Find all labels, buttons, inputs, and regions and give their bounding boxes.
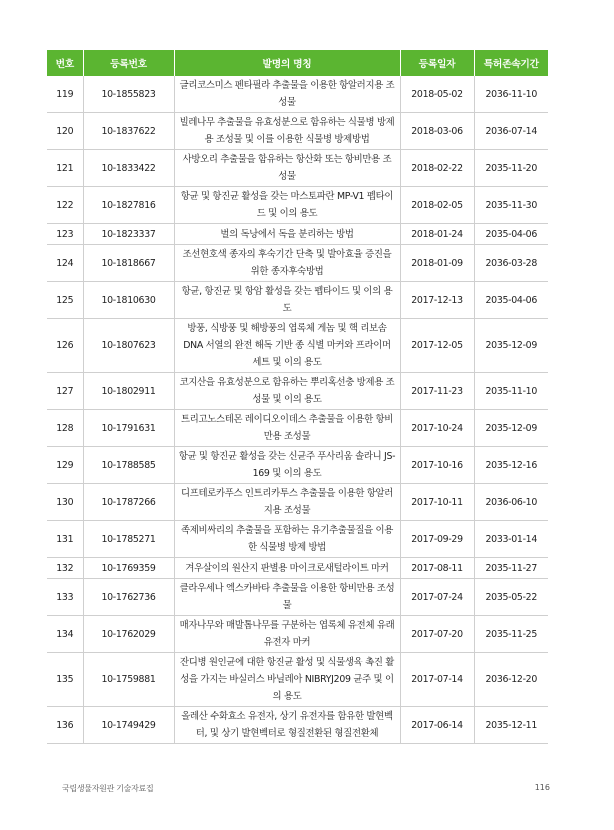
cell-registration-date: 2018-02-22 xyxy=(400,150,474,187)
table-row xyxy=(47,410,548,447)
cell-registration-number: 10-1759881 xyxy=(83,653,174,707)
cell-number: 125 xyxy=(47,282,83,319)
cell-registration-number: 10-1762029 xyxy=(83,616,174,653)
table-row xyxy=(47,187,548,224)
cell-number: 129 xyxy=(47,447,83,484)
cell-patent-term: 2036-07-14 xyxy=(474,113,548,150)
cell-number: 136 xyxy=(47,707,83,744)
cell-registration-date: 2017-07-24 xyxy=(400,579,474,616)
cell-patent-term: 2033-01-14 xyxy=(474,521,548,558)
cell-registration-number: 10-1749429 xyxy=(83,707,174,744)
footer-publisher: 국립생물자원관 기술자료집 xyxy=(62,784,154,793)
cell-patent-term: 2035-11-30 xyxy=(474,187,548,224)
patent-table xyxy=(47,50,548,744)
table-row xyxy=(47,579,548,616)
cell-registration-date: 2017-10-11 xyxy=(400,484,474,521)
cell-patent-term: 2035-11-27 xyxy=(474,558,548,579)
cell-registration-date: 2018-01-09 xyxy=(400,245,474,282)
table-row xyxy=(47,319,548,373)
cell-patent-term: 2035-04-06 xyxy=(474,282,548,319)
cell-registration-date: 2017-06-14 xyxy=(400,707,474,744)
table-row xyxy=(47,76,548,113)
cell-patent-term: 2036-06-10 xyxy=(474,484,548,521)
cell-invention-title: 벌의 독낭에서 독을 분리하는 방법 xyxy=(174,224,400,245)
cell-registration-number: 10-1785271 xyxy=(83,521,174,558)
table-row xyxy=(47,707,548,744)
cell-number: 130 xyxy=(47,484,83,521)
cell-registration-date: 2017-12-13 xyxy=(400,282,474,319)
cell-registration-date: 2017-10-16 xyxy=(400,447,474,484)
table-row xyxy=(47,616,548,653)
cell-registration-number: 10-1769359 xyxy=(83,558,174,579)
cell-invention-title: 족제비싸리의 추출물을 포함하는 유기추출물질을 이용한 식물병 방제 방법 xyxy=(174,521,400,558)
cell-invention-title: 매자나무와 매발톱나무를 구분하는 엽록체 유전체 유래 유전자 마커 xyxy=(174,616,400,653)
header-patent-term: 특허존속기간 xyxy=(474,50,548,76)
cell-invention-title: 클라우세나 엑스카바타 추출물을 이용한 항비만용 조성물 xyxy=(174,579,400,616)
table-row xyxy=(47,150,548,187)
table-row xyxy=(47,282,548,319)
cell-registration-date: 2017-09-29 xyxy=(400,521,474,558)
cell-number: 132 xyxy=(47,558,83,579)
cell-registration-number: 10-1787266 xyxy=(83,484,174,521)
cell-registration-number: 10-1833422 xyxy=(83,150,174,187)
cell-registration-date: 2017-11-23 xyxy=(400,373,474,410)
cell-patent-term: 2036-11-10 xyxy=(474,76,548,113)
cell-registration-date: 2018-02-05 xyxy=(400,187,474,224)
cell-number: 120 xyxy=(47,113,83,150)
cell-registration-date: 2018-03-06 xyxy=(400,113,474,150)
cell-patent-term: 2035-04-06 xyxy=(474,224,548,245)
cell-registration-number: 10-1818667 xyxy=(83,245,174,282)
cell-registration-number: 10-1762736 xyxy=(83,579,174,616)
cell-invention-title: 방풍, 식방풍 및 해방풍의 엽록체 게놈 및 핵 리보솜 DNA 서열의 완전 해독 기반 종 식별 마커와 프라이머 세트 및 이의 용도 xyxy=(174,319,400,373)
cell-registration-date: 2018-01-24 xyxy=(400,224,474,245)
cell-number: 126 xyxy=(47,319,83,373)
cell-number: 135 xyxy=(47,653,83,707)
cell-invention-title: 올레산 수화효소 유전자, 상기 유전자를 함유한 발현벡터, 및 상기 발현벡터로 형질전환된 형질전환체 xyxy=(174,707,400,744)
cell-patent-term: 2035-11-25 xyxy=(474,616,548,653)
header-row xyxy=(47,50,548,76)
cell-invention-title: 겨우살이의 원산지 판별용 마이크로새털라이트 마커 xyxy=(174,558,400,579)
cell-number: 131 xyxy=(47,521,83,558)
cell-number: 122 xyxy=(47,187,83,224)
cell-patent-term: 2036-03-28 xyxy=(474,245,548,282)
cell-invention-title: 항균, 항진균 및 항암 활성을 갖는 펩타이드 및 이의 용도 xyxy=(174,282,400,319)
cell-registration-number: 10-1788585 xyxy=(83,447,174,484)
header-registration-date: 등록일자 xyxy=(400,50,474,76)
table-row xyxy=(47,245,548,282)
table-header xyxy=(47,50,548,76)
cell-registration-number: 10-1855823 xyxy=(83,76,174,113)
cell-invention-title: 디프테로카푸스 인트리카투스 추출물을 이용한 항알러지용 조성물 xyxy=(174,484,400,521)
cell-number: 134 xyxy=(47,616,83,653)
cell-invention-title: 글리코스미스 펜타필라 추출물을 이용한 항알러지용 조성물 xyxy=(174,76,400,113)
table-row xyxy=(47,521,548,558)
cell-patent-term: 2035-12-16 xyxy=(474,447,548,484)
cell-registration-number: 10-1802911 xyxy=(83,373,174,410)
cell-patent-term: 2036-12-20 xyxy=(474,653,548,707)
cell-invention-title: 사방오리 추출물을 함유하는 항산화 또는 항비만용 조성물 xyxy=(174,150,400,187)
cell-invention-title: 코지산을 유효성분으로 함유하는 뿌리혹선충 방제용 조성물 및 이의 용도 xyxy=(174,373,400,410)
cell-patent-term: 2035-12-09 xyxy=(474,319,548,373)
cell-registration-date: 2017-10-24 xyxy=(400,410,474,447)
table-row xyxy=(47,653,548,707)
cell-registration-date: 2017-07-14 xyxy=(400,653,474,707)
cell-registration-number: 10-1823337 xyxy=(83,224,174,245)
cell-number: 121 xyxy=(47,150,83,187)
cell-registration-number: 10-1827816 xyxy=(83,187,174,224)
cell-number: 123 xyxy=(47,224,83,245)
cell-invention-title: 조선현호색 종자의 후숙기간 단축 및 발아효율 증진을 위한 종자후숙방법 xyxy=(174,245,400,282)
cell-number: 128 xyxy=(47,410,83,447)
cell-invention-title: 항균 및 항진균 활성을 갖는 마스토파란 MP-V1 펩타이드 및 이의 용도 xyxy=(174,187,400,224)
header-invention-title: 발명의 명칭 xyxy=(174,50,400,76)
cell-number: 119 xyxy=(47,76,83,113)
table-row xyxy=(47,484,548,521)
table-row xyxy=(47,113,548,150)
cell-number: 133 xyxy=(47,579,83,616)
cell-invention-title: 잔디병 원인균에 대한 항진균 활성 및 식물생육 촉진 활성을 가지는 바실러스 바닐레아 NIBRYJ209 균주 및 이의 용도 xyxy=(174,653,400,707)
table-row xyxy=(47,224,548,245)
cell-invention-title: 빌레나무 추출물을 유효성분으로 함유하는 식물병 방제용 조성물 및 이를 이용한 식물병 방제방법 xyxy=(174,113,400,150)
table-row xyxy=(47,447,548,484)
table-row xyxy=(47,373,548,410)
cell-registration-date: 2018-05-02 xyxy=(400,76,474,113)
cell-number: 127 xyxy=(47,373,83,410)
cell-registration-number: 10-1837622 xyxy=(83,113,174,150)
cell-registration-date: 2017-07-20 xyxy=(400,616,474,653)
cell-number: 124 xyxy=(47,245,83,282)
table-row xyxy=(47,558,548,579)
cell-patent-term: 2035-11-10 xyxy=(474,373,548,410)
table-body xyxy=(47,76,548,744)
cell-registration-number: 10-1807623 xyxy=(83,319,174,373)
cell-invention-title: 트리고노스테몬 레이디오이데스 추출물을 이용한 항비만용 조성물 xyxy=(174,410,400,447)
cell-invention-title: 항균 및 항진균 활성을 갖는 신균주 푸사리움 솔라니 JS-169 및 이의 용도 xyxy=(174,447,400,484)
cell-patent-term: 2035-12-11 xyxy=(474,707,548,744)
cell-registration-date: 2017-08-11 xyxy=(400,558,474,579)
cell-registration-number: 10-1791631 xyxy=(83,410,174,447)
page-number: 116 xyxy=(534,783,550,792)
cell-patent-term: 2035-11-20 xyxy=(474,150,548,187)
cell-patent-term: 2035-12-09 xyxy=(474,410,548,447)
cell-registration-number: 10-1810630 xyxy=(83,282,174,319)
header-number: 번호 xyxy=(47,50,83,76)
cell-registration-date: 2017-12-05 xyxy=(400,319,474,373)
cell-patent-term: 2035-05-22 xyxy=(474,579,548,616)
header-registration-number: 등록번호 xyxy=(83,50,174,76)
